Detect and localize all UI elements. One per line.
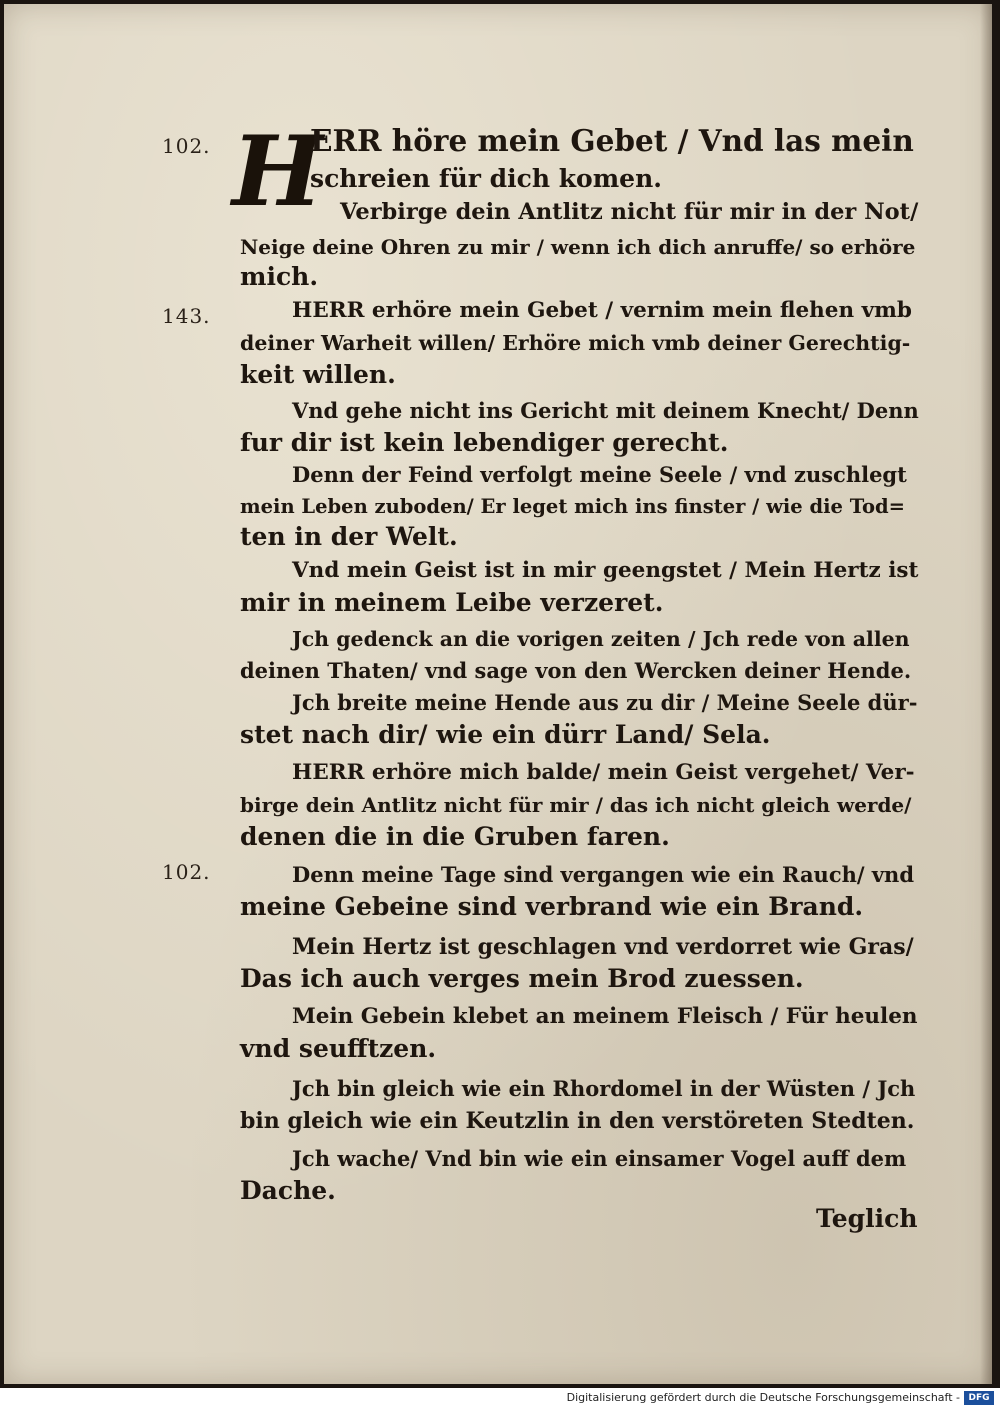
text-line: fur dir ist kein lebendiger gerecht. [240,428,729,457]
text-line: schreien für dich komen. [310,164,662,193]
scanned-page [4,4,992,1384]
text-line: ERR höre mein Gebet / Vnd las mein [310,123,914,158]
text-line: denen die in die Gruben faren. [240,822,670,851]
text-line: mich. [240,262,319,291]
text-line: mein Leben zuboden/ Er leget mich ins finster / wie die Tod= [240,495,905,518]
text-line: Vnd mein Geist ist in mir geengstet / Mein Hertz ist [292,558,919,583]
margin-reference: 143. [162,304,211,328]
text-line: Jch gedenck an die vorigen zeiten / Jch rede von allen [292,627,910,651]
text-line: keit willen. [240,360,396,389]
text-line: Jch bin gleich wie ein Rhordomel in der Wüsten / Jch [292,1076,916,1101]
text-line: Jch wache/ Vnd bin wie ein einsamer Vogel auff dem [292,1146,907,1171]
text-line: bin gleich wie ein Keutzlin in den verstöreten Stedten. [240,1108,915,1134]
text-line: Denn meine Tage sind vergangen wie ein Rauch/ vnd [292,862,915,887]
text-line: vnd seufftzen. [240,1034,437,1063]
text-line: Neige deine Ohren zu mir / wenn ich dich anruffe/ so erhöre [240,235,916,259]
text-line: Verbirge dein Antlitz nicht für mir in der Not/ [340,199,919,225]
text-line: deinen Thaten/ vnd sage von den Wercken deiner Hende. [240,658,912,683]
text-line: Mein Hertz ist geschlagen vnd verdorret wie Gras/ [292,934,914,960]
text-line: deiner Warheit willen/ Erhöre mich vmb deiner Gerechtig- [240,331,911,355]
text-line: Denn der Feind verfolgt meine Seele / vnd zuschlegt [292,462,907,487]
text-line: birge dein Antlitz nicht für mir / das ich nicht gleich werde/ [240,793,912,817]
text-line: Jch breite meine Hende aus zu dir / Meine Seele dür- [292,690,918,715]
decorated-initial: H [232,115,323,228]
text-line: HERR erhöre mich balde/ mein Geist vergehet/ Ver- [292,760,915,785]
text-line: HERR erhöre mein Gebet / vernim mein flehen vmb [292,298,912,323]
catchword: Teglich [816,1204,918,1233]
text-line: ten in der Welt. [240,522,458,551]
text-line: mir in meinem Leibe verzeret. [240,588,664,617]
margin-reference: 102. [162,134,211,158]
text-line: Das ich auch verges mein Brod zuessen. [240,964,804,993]
text-line: Mein Gebein klebet an meinem Fleisch / Für heulen [292,1004,918,1029]
text-line: Vnd gehe nicht ins Gericht mit deinem Knecht/ Denn [292,398,919,423]
text-line: stet nach dir/ wie ein dürr Land/ Sela. [240,720,771,749]
text-line: meine Gebeine sind verbrand wie ein Brand. [240,892,864,921]
funding-credit: Digitalisierung gefördert durch die Deutsche Forschungsgemeinschaft - [566,1391,960,1404]
page-edge-shadow [980,4,992,1384]
dfg-logo: DFG [964,1391,994,1405]
text-line: Dache. [240,1176,336,1205]
margin-reference: 102. [162,860,211,884]
footer-bar [0,1388,1000,1409]
